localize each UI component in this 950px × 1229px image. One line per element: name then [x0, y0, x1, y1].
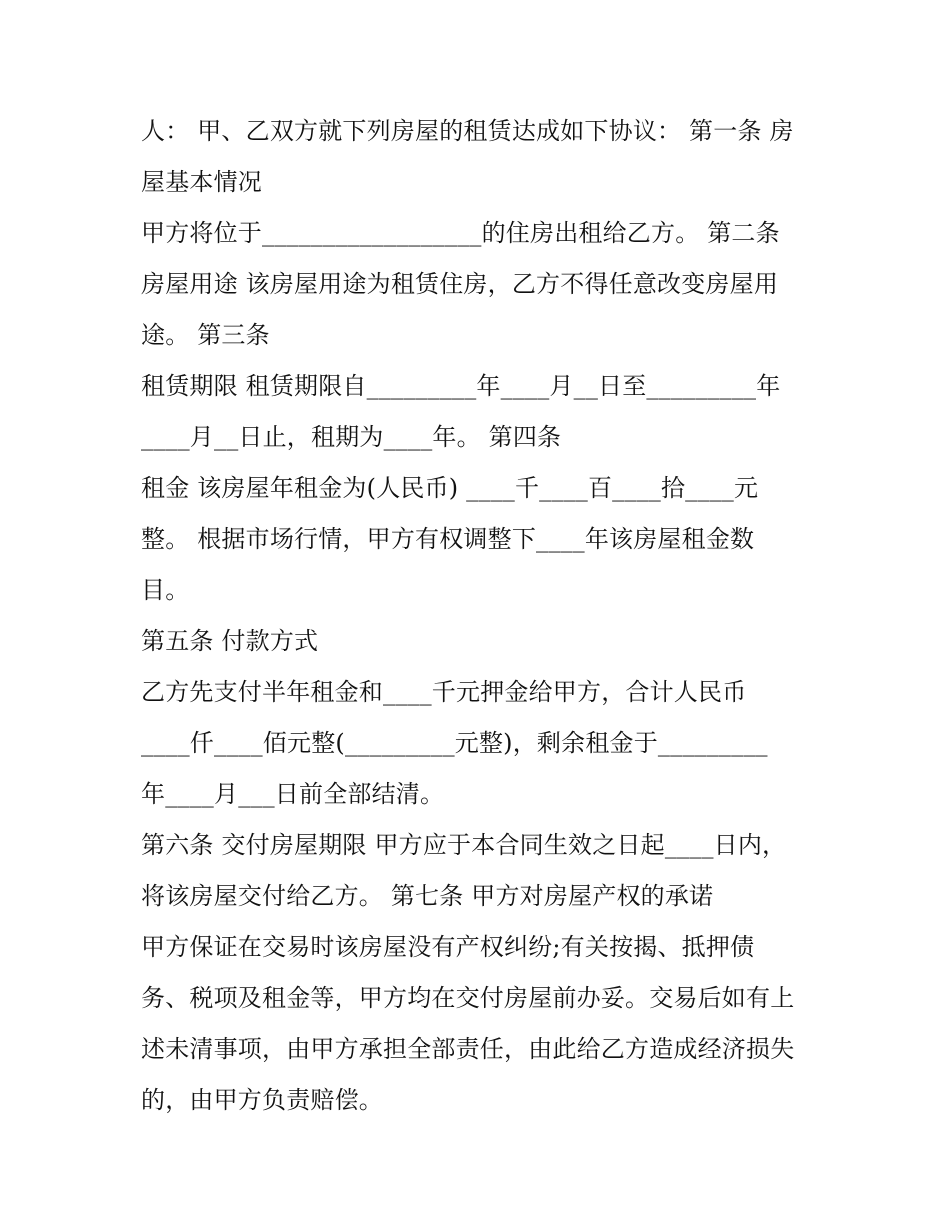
- text-line: 人： 甲、乙双方就下列房屋的租赁达成如下协议： 第一条 房: [141, 117, 794, 145]
- text-line: ____仟____佰元整(_________元整)，剩余租金于_________: [141, 729, 768, 757]
- text-line: 的，由甲方负责赔偿。: [141, 1086, 383, 1114]
- text-line: ____月__日止，租期为____年。 第四条: [141, 423, 562, 451]
- text-line: 途。 第三条: [141, 321, 270, 349]
- text-line: 将该房屋交付给乙方。 第七条 甲方对房屋产权的承诺: [141, 882, 714, 910]
- text-line: 整。 根据市场行情，甲方有权调整下____年该房屋租金数: [141, 525, 755, 553]
- contract-text: [141, 106, 831, 1126]
- text-line: 房屋用途 该房屋用途为租赁住房，乙方不得任意改变房屋用: [141, 270, 779, 298]
- text-line: 甲方将位于__________________的住房出租给乙方。 第二条: [141, 219, 780, 247]
- text-line: 甲方保证在交易时该房屋没有产权纠纷;有关按揭、抵押债: [141, 933, 755, 961]
- text-line: 第六条 交付房屋期限 甲方应于本合同生效之日起____日内，: [141, 831, 787, 859]
- text-line: 租金 该房屋年租金为(人民币) ____千____百____拾____元: [141, 474, 759, 502]
- text-line: 述未清事项，由甲方承担全部责任，由此给乙方造成经济损失: [141, 1035, 795, 1063]
- section-heading: 第五条 付款方式: [141, 627, 319, 655]
- text-line: 乙方先支付半年租金和____千元押金给甲方，合计人民币: [141, 678, 747, 706]
- text-line: 年____月___日前全部结清。: [141, 780, 445, 808]
- text-line: 屋基本情况: [141, 168, 262, 196]
- text-line: 务、税项及租金等，甲方均在交付房屋前办妥。交易后如有上: [141, 984, 795, 1012]
- text-line: 目。: [141, 576, 190, 604]
- text-line: 租赁期限 租赁期限自_________年____月__日至_________年: [141, 372, 781, 400]
